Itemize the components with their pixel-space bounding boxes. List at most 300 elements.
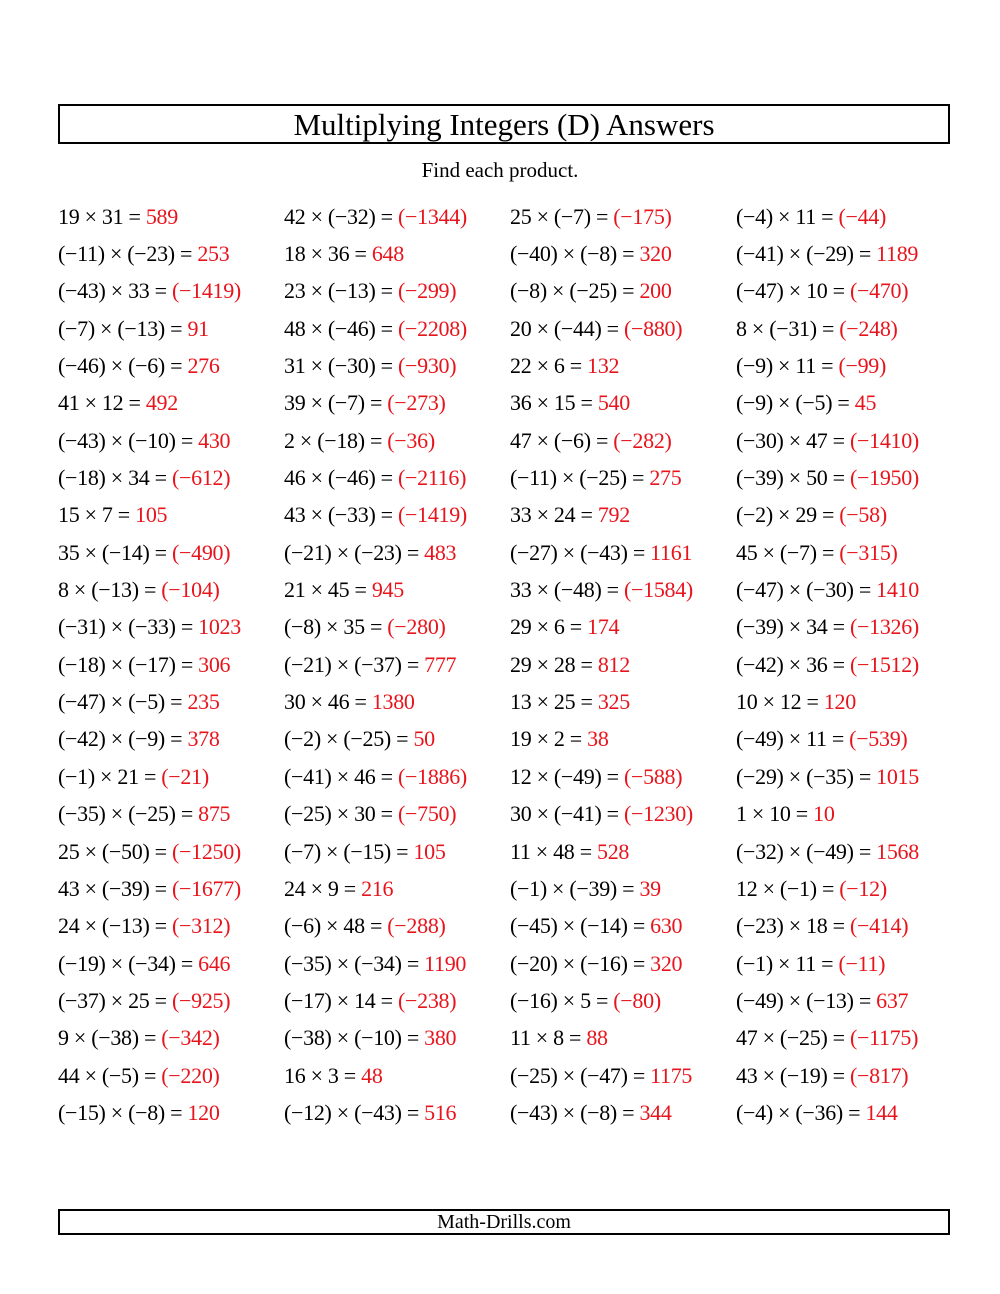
problem-question: 22 × 6 =: [510, 353, 582, 379]
problem-answer: 120: [823, 689, 856, 715]
problem-question: (−4) × 11 =: [736, 203, 834, 229]
problem-item: [736, 801, 958, 827]
problem-question: 10 × 12 =: [736, 689, 819, 715]
problem-answer: 378: [187, 726, 220, 752]
problem-row: [58, 459, 958, 496]
problem-question: 19 × 31 =: [58, 203, 141, 229]
problem-question: 18 × 36 =: [284, 241, 367, 267]
problem-question: (−6) × 48 =: [284, 913, 383, 939]
problem-answer: 306: [198, 651, 231, 677]
problem-row: [58, 609, 958, 646]
problem-item: [736, 278, 958, 304]
problem-answer: 1015: [876, 763, 919, 789]
problem-question: 48 × (−46) =: [284, 315, 393, 341]
problem-question: 20 × (−44) =: [510, 315, 619, 341]
problem-question: (−16) × 5 =: [510, 987, 609, 1013]
problem-item: [284, 726, 510, 752]
problem-item: [736, 316, 958, 342]
problem-item: [736, 1025, 958, 1051]
problem-item: [510, 353, 736, 379]
problem-item: [284, 577, 510, 603]
problem-item: [510, 577, 736, 603]
problem-answer: (−299): [397, 278, 457, 304]
problem-answer: (−21): [161, 763, 209, 789]
problem-row: [58, 1020, 958, 1057]
problem-question: 44 × (−5) =: [58, 1062, 157, 1088]
problem-answer: 483: [424, 539, 457, 565]
problem-question: 25 × (−50) =: [58, 838, 167, 864]
problem-item: [58, 540, 284, 566]
problem-item: [284, 1063, 510, 1089]
problem-question: (−11) × (−25) =: [510, 465, 645, 491]
problem-answer: (−342): [161, 1025, 220, 1051]
problem-answer: 589: [145, 203, 178, 229]
problem-item: [736, 540, 958, 566]
problem-question: (−42) × (−9) =: [58, 726, 183, 752]
problem-item: [284, 540, 510, 566]
problem-item: [284, 951, 510, 977]
problem-item: [58, 353, 284, 379]
problem-question: (−46) × (−6) =: [58, 353, 183, 379]
problem-question: (−41) × 46 =: [284, 763, 393, 789]
problem-item: [58, 839, 284, 865]
problem-answer: 50: [413, 726, 435, 752]
problem-row: [58, 796, 958, 833]
problem-question: (−21) × (−37) =: [284, 651, 419, 677]
problem-item: [510, 540, 736, 566]
problem-question: (−47) × (−30) =: [736, 577, 871, 603]
problem-item: [284, 614, 510, 640]
problem-question: 9 × (−38) =: [58, 1025, 157, 1051]
problem-item: [284, 913, 510, 939]
problem-row: [58, 646, 958, 683]
problem-item: [510, 614, 736, 640]
problem-answer: 777: [424, 651, 457, 677]
problem-answer: 39: [639, 875, 661, 901]
problem-question: (−21) × (−23) =: [284, 539, 419, 565]
problem-question: (−1) × (−39) =: [510, 875, 635, 901]
problem-answer: (−280): [387, 614, 446, 640]
problem-question: (−49) × (−13) =: [736, 987, 871, 1013]
problem-answer: (−175): [613, 203, 672, 229]
problem-answer: 105: [135, 502, 168, 528]
problem-question: (−47) × 10 =: [736, 278, 845, 304]
problem-item: [510, 278, 736, 304]
problem-answer: (−750): [397, 801, 457, 827]
problem-question: (−31) × (−33) =: [58, 614, 193, 640]
problem-item: [510, 801, 736, 827]
problem-question: (−7) × (−13) =: [58, 315, 183, 341]
problem-question: (−1) × 11 =: [736, 950, 834, 976]
problem-item: [284, 465, 510, 491]
problem-item: [58, 577, 284, 603]
problem-answer: 120: [187, 1099, 220, 1125]
problem-question: 1 × 10 =: [736, 801, 808, 827]
problem-question: (−37) × 25 =: [58, 987, 167, 1013]
problem-question: (−41) × (−29) =: [736, 241, 871, 267]
problem-item: [736, 652, 958, 678]
problem-item: [284, 1100, 510, 1126]
problem-answer: 344: [639, 1099, 672, 1125]
problem-answer: (−1950): [849, 465, 919, 491]
problem-question: (−43) × (−10) =: [58, 427, 193, 453]
problem-item: [58, 652, 284, 678]
problem-question: 42 × (−32) =: [284, 203, 393, 229]
problem-question: 25 × (−7) =: [510, 203, 609, 229]
problem-answer: 216: [361, 875, 394, 901]
problem-answer: (−80): [613, 987, 661, 1013]
problem-answer: (−1344): [397, 203, 467, 229]
problem-answer: (−414): [849, 913, 909, 939]
problem-answer: 320: [639, 241, 672, 267]
problem-question: 29 × 6 =: [510, 614, 582, 640]
problem-answer: (−12): [839, 875, 887, 901]
problem-answer: (−539): [849, 726, 908, 752]
problem-question: (−32) × (−49) =: [736, 838, 871, 864]
problem-answer: (−288): [387, 913, 446, 939]
problem-answer: (−36): [387, 427, 435, 453]
problem-question: 21 × 45 =: [284, 577, 367, 603]
problem-question: 31 × (−30) =: [284, 353, 393, 379]
problem-question: 43 × (−19) =: [736, 1062, 845, 1088]
problem-question: (−7) × (−15) =: [284, 838, 409, 864]
problem-question: (−38) × (−10) =: [284, 1025, 419, 1051]
problem-question: (−4) × (−36) =: [736, 1099, 861, 1125]
problem-item: [284, 1025, 510, 1051]
problem-question: (−18) × 34 =: [58, 465, 167, 491]
problem-item: [58, 876, 284, 902]
problem-answer: 144: [865, 1099, 898, 1125]
problem-answer: (−470): [849, 278, 909, 304]
problem-question: (−25) × (−47) =: [510, 1062, 645, 1088]
problem-question: 35 × (−14) =: [58, 539, 167, 565]
problem-answer: (−315): [839, 539, 898, 565]
problem-answer: 48: [361, 1062, 383, 1088]
problem-row: [58, 982, 958, 1019]
problem-item: [510, 1100, 736, 1126]
problem-answer: 174: [587, 614, 620, 640]
problem-answer: 325: [597, 689, 630, 715]
problem-question: 30 × (−41) =: [510, 801, 619, 827]
problem-question: 8 × (−13) =: [58, 577, 157, 603]
problem-item: [58, 465, 284, 491]
problem-item: [510, 913, 736, 939]
problem-item: [284, 876, 510, 902]
problem-question: 41 × 12 =: [58, 390, 141, 416]
problem-question: (−9) × 11 =: [736, 353, 834, 379]
problem-answer: 1568: [876, 838, 919, 864]
problem-question: 2 × (−18) =: [284, 427, 383, 453]
problem-row: [58, 908, 958, 945]
problem-question: 13 × 25 =: [510, 689, 593, 715]
problem-item: [284, 764, 510, 790]
problem-row: [58, 497, 958, 534]
problem-answer: (−1512): [849, 651, 919, 677]
problem-question: (−30) × 47 =: [736, 427, 845, 453]
problem-answer: 1410: [876, 577, 919, 603]
problem-item: [58, 428, 284, 454]
problem-item: [736, 764, 958, 790]
problem-question: 19 × 2 =: [510, 726, 582, 752]
problem-item: [736, 951, 958, 977]
problem-item: [284, 278, 510, 304]
problem-item: [58, 801, 284, 827]
problem-item: [736, 353, 958, 379]
problem-question: (−8) × 35 =: [284, 614, 383, 640]
problem-answer: 235: [187, 689, 220, 715]
problem-answer: (−58): [839, 502, 887, 528]
problem-answer: (−1326): [849, 614, 919, 640]
problem-answer: 430: [198, 427, 231, 453]
problem-item: [284, 241, 510, 267]
problem-answer: 45: [854, 390, 877, 416]
problem-item: [58, 951, 284, 977]
problem-answer: (−1175): [849, 1025, 919, 1051]
problem-item: [284, 316, 510, 342]
problem-answer: 38: [587, 726, 609, 752]
problem-answer: (−2116): [397, 465, 467, 491]
problem-question: 24 × 9 =: [284, 875, 356, 901]
problem-answer: (−930): [397, 353, 457, 379]
problem-answer: 637: [876, 987, 909, 1013]
problem-answer: (−1419): [171, 278, 241, 304]
problem-item: [284, 353, 510, 379]
problem-answer: 91: [187, 315, 209, 341]
instruction-text: Find each product.: [421, 158, 579, 182]
problem-answer: (−220): [161, 1062, 220, 1088]
problem-question: 47 × (−6) =: [510, 427, 609, 453]
problem-item: [510, 764, 736, 790]
title-text: Multiplying Integers (D) Answers: [293, 106, 715, 142]
problem-answer: 200: [639, 278, 672, 304]
problem-item: [284, 689, 510, 715]
problem-answer: (−273): [387, 390, 446, 416]
problem-answer: 275: [649, 465, 682, 491]
problem-answer: 132: [587, 353, 620, 379]
problem-answer: 320: [650, 950, 683, 976]
problem-item: [736, 988, 958, 1014]
problem-question: (−25) × 30 =: [284, 801, 393, 827]
problem-answer: (−1584): [623, 577, 693, 603]
problem-answer: (−490): [171, 539, 231, 565]
problem-answer: (−312): [171, 913, 231, 939]
problem-item: [736, 689, 958, 715]
problem-question: (−35) × (−34) =: [284, 950, 419, 976]
problem-answer: 1380: [371, 689, 415, 715]
problem-question: 12 × (−1) =: [736, 875, 835, 901]
problem-question: 15 × 7 =: [58, 502, 130, 528]
problem-item: [510, 390, 736, 416]
problem-item: [58, 764, 284, 790]
problem-question: (−23) × 18 =: [736, 913, 845, 939]
problem-item: [510, 689, 736, 715]
problem-answer: 88: [586, 1025, 608, 1051]
problem-item: [736, 502, 958, 528]
problem-answer: 253: [197, 241, 230, 267]
problem-question: 24 × (−13) =: [58, 913, 167, 939]
problem-item: [58, 1025, 284, 1051]
problem-question: 43 × (−39) =: [58, 875, 167, 901]
problem-answer: (−880): [623, 315, 683, 341]
problem-answer: (−44): [838, 203, 887, 229]
problem-question: (−17) × 14 =: [284, 987, 393, 1013]
problem-item: [284, 390, 510, 416]
problem-question: 11 × 48 =: [510, 838, 592, 864]
problem-answer: 875: [198, 801, 231, 827]
problem-item: [510, 726, 736, 752]
problem-item: [284, 204, 510, 230]
problem-item: [58, 913, 284, 939]
problem-answer: (−817): [849, 1062, 909, 1088]
problem-question: 8 × (−31) =: [736, 315, 835, 341]
problem-question: 16 × 3 =: [284, 1062, 356, 1088]
problem-item: [58, 726, 284, 752]
problem-item: [736, 390, 958, 416]
problem-answer: 492: [145, 390, 178, 416]
problem-item: [58, 390, 284, 416]
problem-row: [58, 571, 958, 608]
problem-question: (−20) × (−16) =: [510, 950, 645, 976]
problem-question: 45 × (−7) =: [736, 539, 835, 565]
problem-question: 23 × (−13) =: [284, 278, 393, 304]
problem-item: [510, 951, 736, 977]
problem-answer: 945: [371, 577, 404, 603]
problem-item: [58, 614, 284, 640]
problem-answer: 648: [371, 241, 404, 267]
problem-item: [284, 652, 510, 678]
problem-question: (−47) × (−5) =: [58, 689, 183, 715]
problem-answer: 1175: [650, 1062, 693, 1088]
problem-item: [736, 465, 958, 491]
problem-question: (−1) × 21 =: [58, 763, 157, 789]
problem-answer: (−1250): [171, 838, 241, 864]
problem-item: [284, 801, 510, 827]
problem-answer: (−588): [623, 763, 683, 789]
problem-item: [58, 316, 284, 342]
problem-item: [510, 465, 736, 491]
problem-row: [58, 310, 958, 347]
problem-answer: (−1410): [849, 427, 919, 453]
footer-text: Math-Drills.com: [437, 1210, 571, 1233]
problem-answer: (−238): [397, 987, 457, 1013]
problem-item: [736, 913, 958, 939]
problem-row: [58, 683, 958, 720]
problem-answer: (−282): [613, 427, 672, 453]
problem-question: (−19) × (−34) =: [58, 950, 193, 976]
problem-item: [510, 502, 736, 528]
problem-item: [510, 241, 736, 267]
problem-item: [58, 988, 284, 1014]
problem-question: (−27) × (−43) =: [510, 539, 645, 565]
problem-row: [58, 1057, 958, 1094]
problem-item: [736, 241, 958, 267]
problem-answer: 1023: [198, 614, 241, 640]
problem-answer: (−1419): [397, 502, 467, 528]
problem-question: 12 × (−49) =: [510, 763, 619, 789]
problem-item: [284, 988, 510, 1014]
problem-item: [510, 988, 736, 1014]
problem-question: (−8) × (−25) =: [510, 278, 635, 304]
problem-item: [736, 1100, 958, 1126]
problem-question: (−2) × 29 =: [736, 502, 835, 528]
problem-answer: (−612): [171, 465, 231, 491]
problem-row: [58, 273, 958, 310]
problem-answer: 105: [413, 838, 446, 864]
problem-answer: (−2208): [397, 315, 467, 341]
problem-question: (−39) × 34 =: [736, 614, 845, 640]
problem-question: (−12) × (−43) =: [284, 1099, 419, 1125]
problem-answer: 630: [650, 913, 683, 939]
problem-question: 33 × 24 =: [510, 502, 593, 528]
problem-answer: 1161: [650, 539, 693, 565]
problem-row: [58, 422, 958, 459]
problem-question: 33 × (−48) =: [510, 577, 619, 603]
problem-item: [284, 839, 510, 865]
problem-item: [510, 876, 736, 902]
problem-row: [58, 347, 958, 384]
problem-answer: 646: [198, 950, 231, 976]
problem-row: [58, 534, 958, 571]
problem-answer: (−1677): [171, 875, 241, 901]
problem-answer: 380: [424, 1025, 457, 1051]
problem-answer: 540: [597, 390, 630, 416]
problem-answer: 812: [597, 651, 630, 677]
problem-question: (−42) × 36 =: [736, 651, 845, 677]
problem-row: [58, 385, 958, 422]
problem-item: [58, 1063, 284, 1089]
problem-grid: [58, 198, 958, 1132]
problem-question: (−11) × (−23) =: [58, 241, 193, 267]
problem-answer: 1189: [876, 241, 919, 267]
problem-answer: 792: [597, 502, 630, 528]
problem-item: [736, 839, 958, 865]
problem-question: 11 × 8 =: [510, 1025, 582, 1051]
worksheet-title: [58, 104, 950, 144]
problem-answer: (−104): [161, 577, 220, 603]
problem-question: (−45) × (−14) =: [510, 913, 645, 939]
problem-question: 47 × (−25) =: [736, 1025, 845, 1051]
problem-question: (−15) × (−8) =: [58, 1099, 183, 1125]
problem-item: [510, 1063, 736, 1089]
problem-question: (−43) × (−8) =: [510, 1099, 635, 1125]
problem-answer: (−1230): [623, 801, 693, 827]
problem-item: [58, 241, 284, 267]
problem-item: [284, 428, 510, 454]
problem-item: [736, 876, 958, 902]
problem-question: (−35) × (−25) =: [58, 801, 193, 827]
problem-item: [736, 428, 958, 454]
problem-item: [736, 614, 958, 640]
problem-answer: 528: [597, 838, 630, 864]
problem-item: [58, 204, 284, 230]
problem-item: [58, 502, 284, 528]
problem-item: [510, 652, 736, 678]
problem-row: [58, 198, 958, 235]
problem-row: [58, 721, 958, 758]
problem-question: (−9) × (−5) =: [736, 390, 850, 416]
problem-answer: (−1886): [397, 763, 467, 789]
problem-row: [58, 870, 958, 907]
problem-question: (−43) × 33 =: [58, 278, 167, 304]
problem-answer: (−925): [171, 987, 231, 1013]
problem-item: [58, 278, 284, 304]
problem-question: 36 × 15 =: [510, 390, 593, 416]
problem-question: 30 × 46 =: [284, 689, 367, 715]
problem-row: [58, 833, 958, 870]
problem-item: [510, 316, 736, 342]
problem-item: [736, 204, 958, 230]
problem-item: [510, 428, 736, 454]
